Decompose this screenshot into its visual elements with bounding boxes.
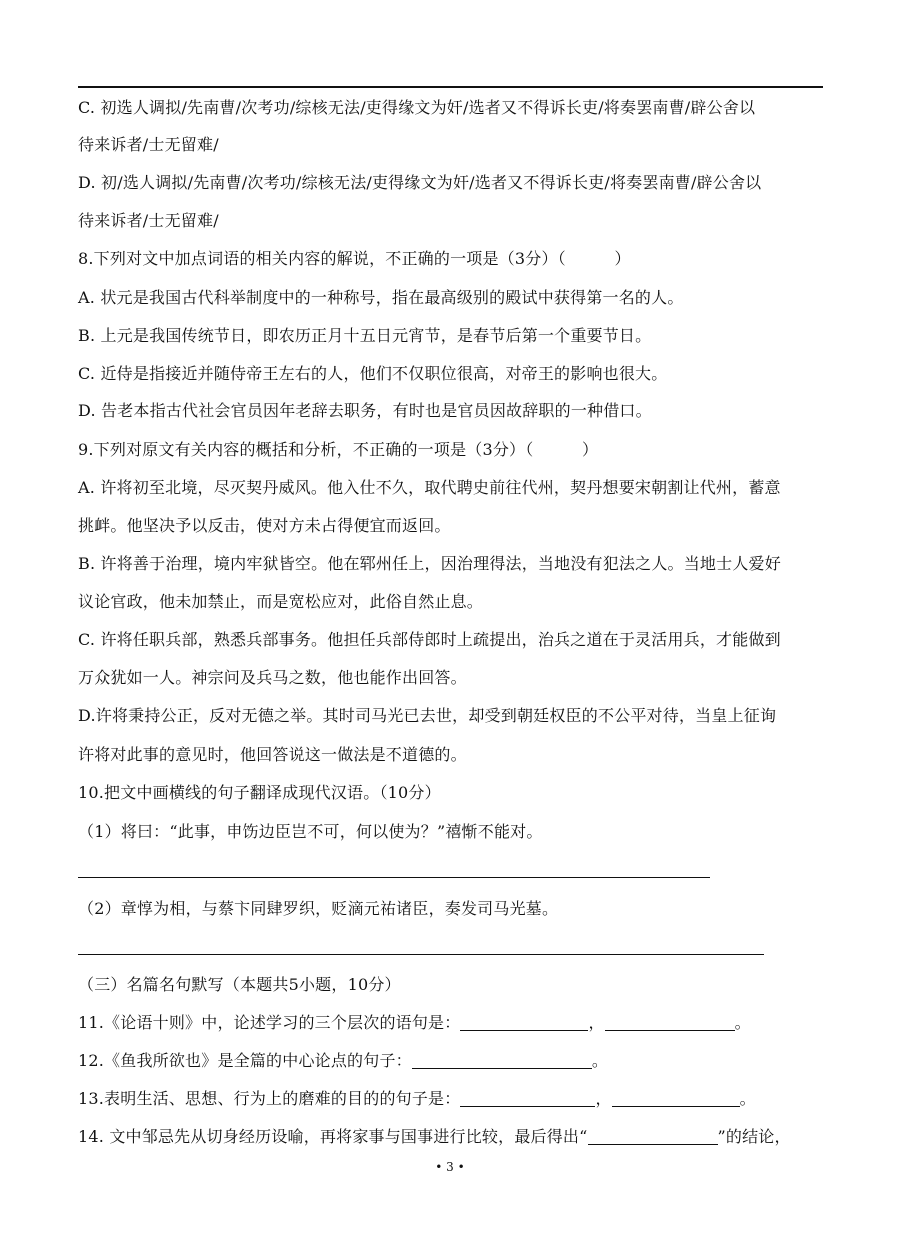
q9-option-d-line1: D.许将秉持公正，反对无德之举。其时司马光已去世，却受到朝廷权臣的不公平对待，当皇上征询 <box>78 706 777 725</box>
q9-option-a-line1: A. 许将初至北境，尽灭契丹威风。他入仕不久，取代聘史前往代州，契丹想要宋朝割让代州，蓄意 <box>78 478 781 497</box>
q11-sep: ， <box>588 1013 605 1032</box>
q14-end: ”的结论， <box>717 1127 791 1146</box>
q10-item-2-answer-line[interactable] <box>78 954 764 955</box>
q8-option-a: A. 状元是我国古代科举制度中的一种称号，指在最高级别的殿试中获得第一名的人。 <box>78 288 684 307</box>
question-9: 9.下列对原文有关内容的概括和分析，不正确的一项是（3分）（ ） <box>78 440 599 459</box>
q8-option-c: C. 近侍是指接近并随侍帝王左右的人，他们不仅职位很高，对帝王的影响也很大。 <box>78 364 668 383</box>
question-13 <box>78 1088 838 1110</box>
q11-blank-1[interactable] <box>460 1014 588 1031</box>
q14-blank[interactable] <box>588 1128 718 1145</box>
question-10: 10.把文中画横线的句子翻译成现代汉语。（10分） <box>78 783 441 802</box>
q9-option-c-line1: C. 许将任职兵部，熟悉兵部事务。他担任兵部侍郎时上疏提出，治兵之道在于灵活用兵，才能做到 <box>78 630 781 649</box>
option-d-line2: 待来诉者/士无留难/ <box>78 211 219 230</box>
option-d-line1: D. 初/选人调拟/先南曹/次考功/综核无法/吏得缘文为奸/选者又不得诉长吏/将奏罢南曹/辟公舍以 <box>78 173 762 192</box>
q13-end: 。 <box>739 1089 756 1108</box>
question-8: 8.下列对文中加点词语的相关内容的解说，不正确的一项是（3分）（ ） <box>78 249 631 268</box>
question-14 <box>78 1126 838 1148</box>
q8-option-d: D. 告老本指古代社会官员因年老辞去职务，有时也是官员因故辞职的一种借口。 <box>78 401 652 420</box>
question-12 <box>78 1050 838 1072</box>
q10-item-2: （2）章惇为相，与蔡卞同肆罗织，贬滴元祐诸臣，奏发司马光墓。 <box>78 899 559 918</box>
q9-option-d-line2: 许将对此事的意见时，他回答说这一做法是不道德的。 <box>78 745 467 764</box>
q8-option-b: B. 上元是我国传统节日，即农历正月十五日元宵节，是春节后第一个重要节日。 <box>78 326 652 345</box>
q9-option-b-line1: B. 许将善于治理，境内牢狱皆空。他在郓州任上，因治理得法，当地没有犯法之人。当地士人爱好 <box>78 554 781 573</box>
q10-item-1: （1）将曰：“此事，申饬边臣岂不可，何以使为？”禧惭不能对。 <box>78 822 543 841</box>
q12-end: 。 <box>591 1051 609 1070</box>
q13-blank-2[interactable] <box>612 1090 740 1107</box>
q9-option-c-line2: 万众犹如一人。神宗问及兵马之数，他也能作出回答。 <box>78 668 467 687</box>
q9-option-b-line2: 议论官政，他未加禁止，而是宽松应对，此俗自然止息。 <box>78 592 484 611</box>
q11-text: 11.《论语十则》中，论述学习的三个层次的语句是： <box>78 1013 461 1032</box>
question-11 <box>78 1012 838 1034</box>
page-number: • 3 • <box>435 1160 465 1174</box>
q11-blank-2[interactable] <box>605 1014 735 1031</box>
option-c-line2: 待来诉者/士无留难/ <box>78 135 219 154</box>
q12-blank[interactable] <box>412 1052 592 1069</box>
option-c-line1: C. 初选人调拟/先南曹/次考功/综核无法/吏得缘文为奸/选者又不得诉长吏/将奏罢南曹/辟公舍以 <box>78 98 756 117</box>
q11-end: 。 <box>734 1013 751 1032</box>
q9-option-a-line2: 挑衅。他坚决予以反击，使对方未占得便宜而返回。 <box>78 516 451 535</box>
top-rule <box>78 86 823 88</box>
q12-text: 12.《鱼我所欲也》是全篇的中心论点的句子： <box>78 1051 412 1070</box>
q13-sep: ， <box>595 1089 612 1108</box>
section-3-heading: （三）名篇名句默写（本题共5小题，10分） <box>78 975 401 994</box>
q14-text: 14. 文中邹忌先从切身经历设喻，再将家事与国事进行比较，最后得出“ <box>78 1127 588 1146</box>
q13-text: 13.表明生活、思想、行为上的磨难的目的的句子是： <box>78 1089 461 1108</box>
q10-item-1-answer-line[interactable] <box>78 877 710 878</box>
q13-blank-1[interactable] <box>460 1090 595 1107</box>
